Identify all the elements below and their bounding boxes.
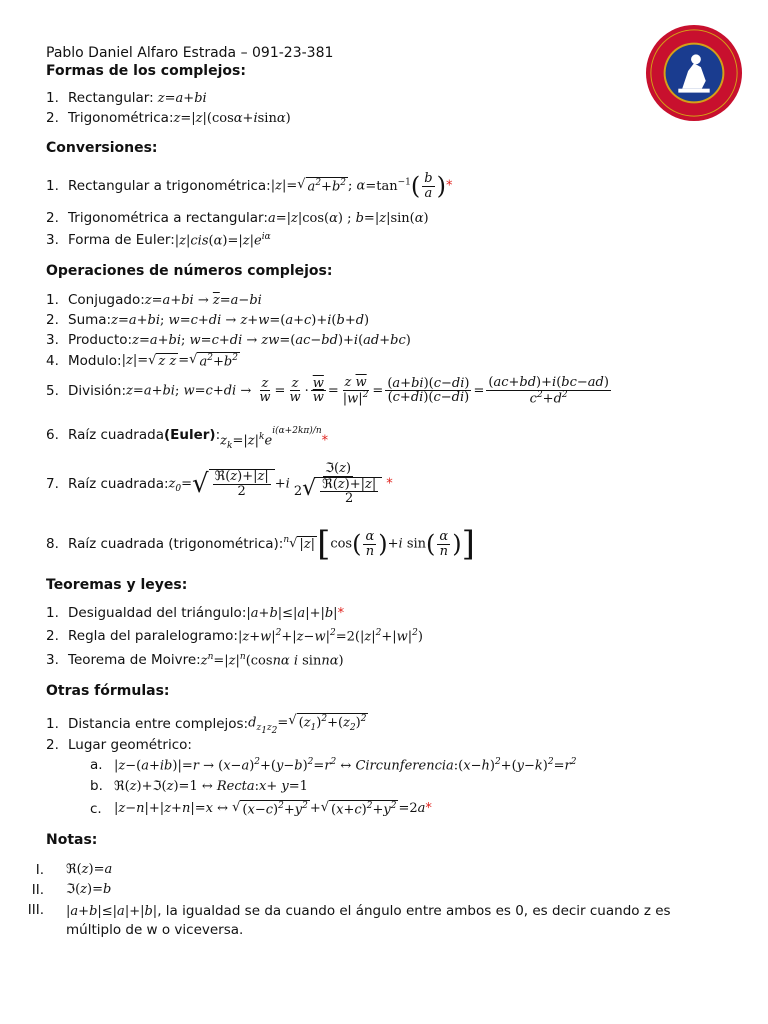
heading-otras: Otras fórmulas: bbox=[46, 683, 170, 699]
heading-teoremas: Teoremas y leyes: bbox=[46, 577, 188, 593]
operacion-suma: 2. Suma: z=a+bi; w=c+di → z+w=(a+c)+i(b+d) bbox=[46, 312, 370, 328]
operacion-raiz-cuadrada: 7. Raíz cuadrada: $z_0=$ √ $\frac{\text{ℜ(z)+|z|}}{2}$ +i ℑ(z) 2 √ $\frac{\text{ℜ(z)+|z|}}{2}$ * bbox=[46, 461, 393, 507]
operacion-raiz-trigonometrica: 8. Raíz cuadrada (trigonométrica): $^n$ √ |z| [cos( $\frac{\alpha}{n}$ )+i sin( $\frac{\alpha}{n}$ )] bbox=[46, 524, 475, 564]
teorema-moivre: 3. Teorema de Moivre: $z^n=|z|^n(\cos n\alpha$ i sinnα) bbox=[46, 652, 344, 669]
operacion-division: 5. División: z=a+bi; w=c+di → $\frac{z}{w}$ = $\frac{z}{w}$ · $\frac{\overline{w}}{w}$ = $\frac{z \overline{w}}{|w|^2}$ = $\frac{(a+bi)(c-di)}{(c+di)(c-di)}$ = $\frac{(ac+bd)+i(bc-ad)}{c^2+d^2}$ bbox=[46, 375, 609, 406]
heading-formas: Formas de los complejos: bbox=[46, 63, 246, 79]
nota-3: III. |a+b|≤|a|+|b|, la igualdad se da cuando el ángulo entre ambos es 0, es decir cuando z es múltiplo de w o viceversa. bbox=[27, 902, 671, 938]
formas-item-2: 2. Trigonométrica: z=|z|(cosα+isinα) bbox=[46, 110, 291, 126]
formas-item-1: 1. Rectangular: z=a+bi bbox=[46, 90, 207, 106]
conversion-item-1: 1. Rectangular a trigonométrica: |z|= √ $a^2+b^2$ ; $\alpha=\tan^{-1}$( $\frac{b}{a}$ )* bbox=[46, 171, 453, 201]
author-line: Pablo Daniel Alfaro Estrada – 091-23-381 bbox=[46, 45, 334, 61]
teorema-triangulo: 1. Desigualdad del triángulo: |a+b|≤|a|+|b|* bbox=[46, 605, 345, 621]
heading-operaciones: Operaciones de números complejos: bbox=[46, 263, 333, 279]
heading-conversiones: Conversiones: bbox=[46, 140, 158, 156]
conversion-item-3: 3. Forma de Euler: $|z|cis(\alpha)=|z|e^{i\alpha}$ bbox=[46, 232, 271, 249]
otras-sub-a: a. $|z-(a+ib)|=r \to (x-a)^2+(y-b)^2=r^2$ ↔ $Circunferencia:(x-h)^2+(y-k)^2=r^2$ bbox=[90, 757, 577, 774]
operacion-conjugado: 1. Conjugado: $z=a+bi \to \overline{z}=a-bi$ bbox=[46, 292, 262, 308]
otras-sub-b: b. ℜ(z)+ℑ(z)=1 ↔ Recta:x+ y=1 bbox=[90, 778, 308, 794]
otras-lugar-geometrico: 2. Lugar geométrico: bbox=[46, 737, 192, 753]
operacion-raiz-euler: 6. Raíz cuadrada (Euler) : $z_k=|z|^ke^{i(\alpha+2k\pi)/n}*$ bbox=[46, 426, 329, 451]
university-seal-icon bbox=[645, 24, 743, 122]
nota-1: I. ℜ(z)=a bbox=[35, 862, 113, 878]
conversion-item-2: 2. Trigonométrica a rectangular: a=|z|cos(α) ; b=|z|sin(α) bbox=[46, 210, 429, 226]
otras-sub-c: c. |z−n|+|z+n|=x ↔ √ $(x-c)^2+y^2$ + √ $(x+c)^2+y^2$ =2a* bbox=[90, 800, 432, 818]
operacion-modulo: 4. Modulo: |z|= √ z $\overline{z}$ = √ $a^2+b^2$ bbox=[46, 352, 238, 370]
nota-2: II. ℑ(z)=b bbox=[31, 882, 112, 898]
heading-notas: Notas: bbox=[46, 832, 98, 848]
otras-distancia: 1. Distancia entre complejos: $d_{z_1z_2}=$ √ $(z_1)^2+(z_2)^2$ bbox=[46, 713, 367, 736]
operacion-producto: 3. Producto: z=a+bi; w=c+di → zw=(ac−bd)+i(ad+bc) bbox=[46, 332, 411, 348]
teorema-paralelogramo: 2. Regla del paralelogramo: $|z+w|^2+|z-w|^2=2(|z|^2+|w|^2)$ bbox=[46, 628, 423, 645]
